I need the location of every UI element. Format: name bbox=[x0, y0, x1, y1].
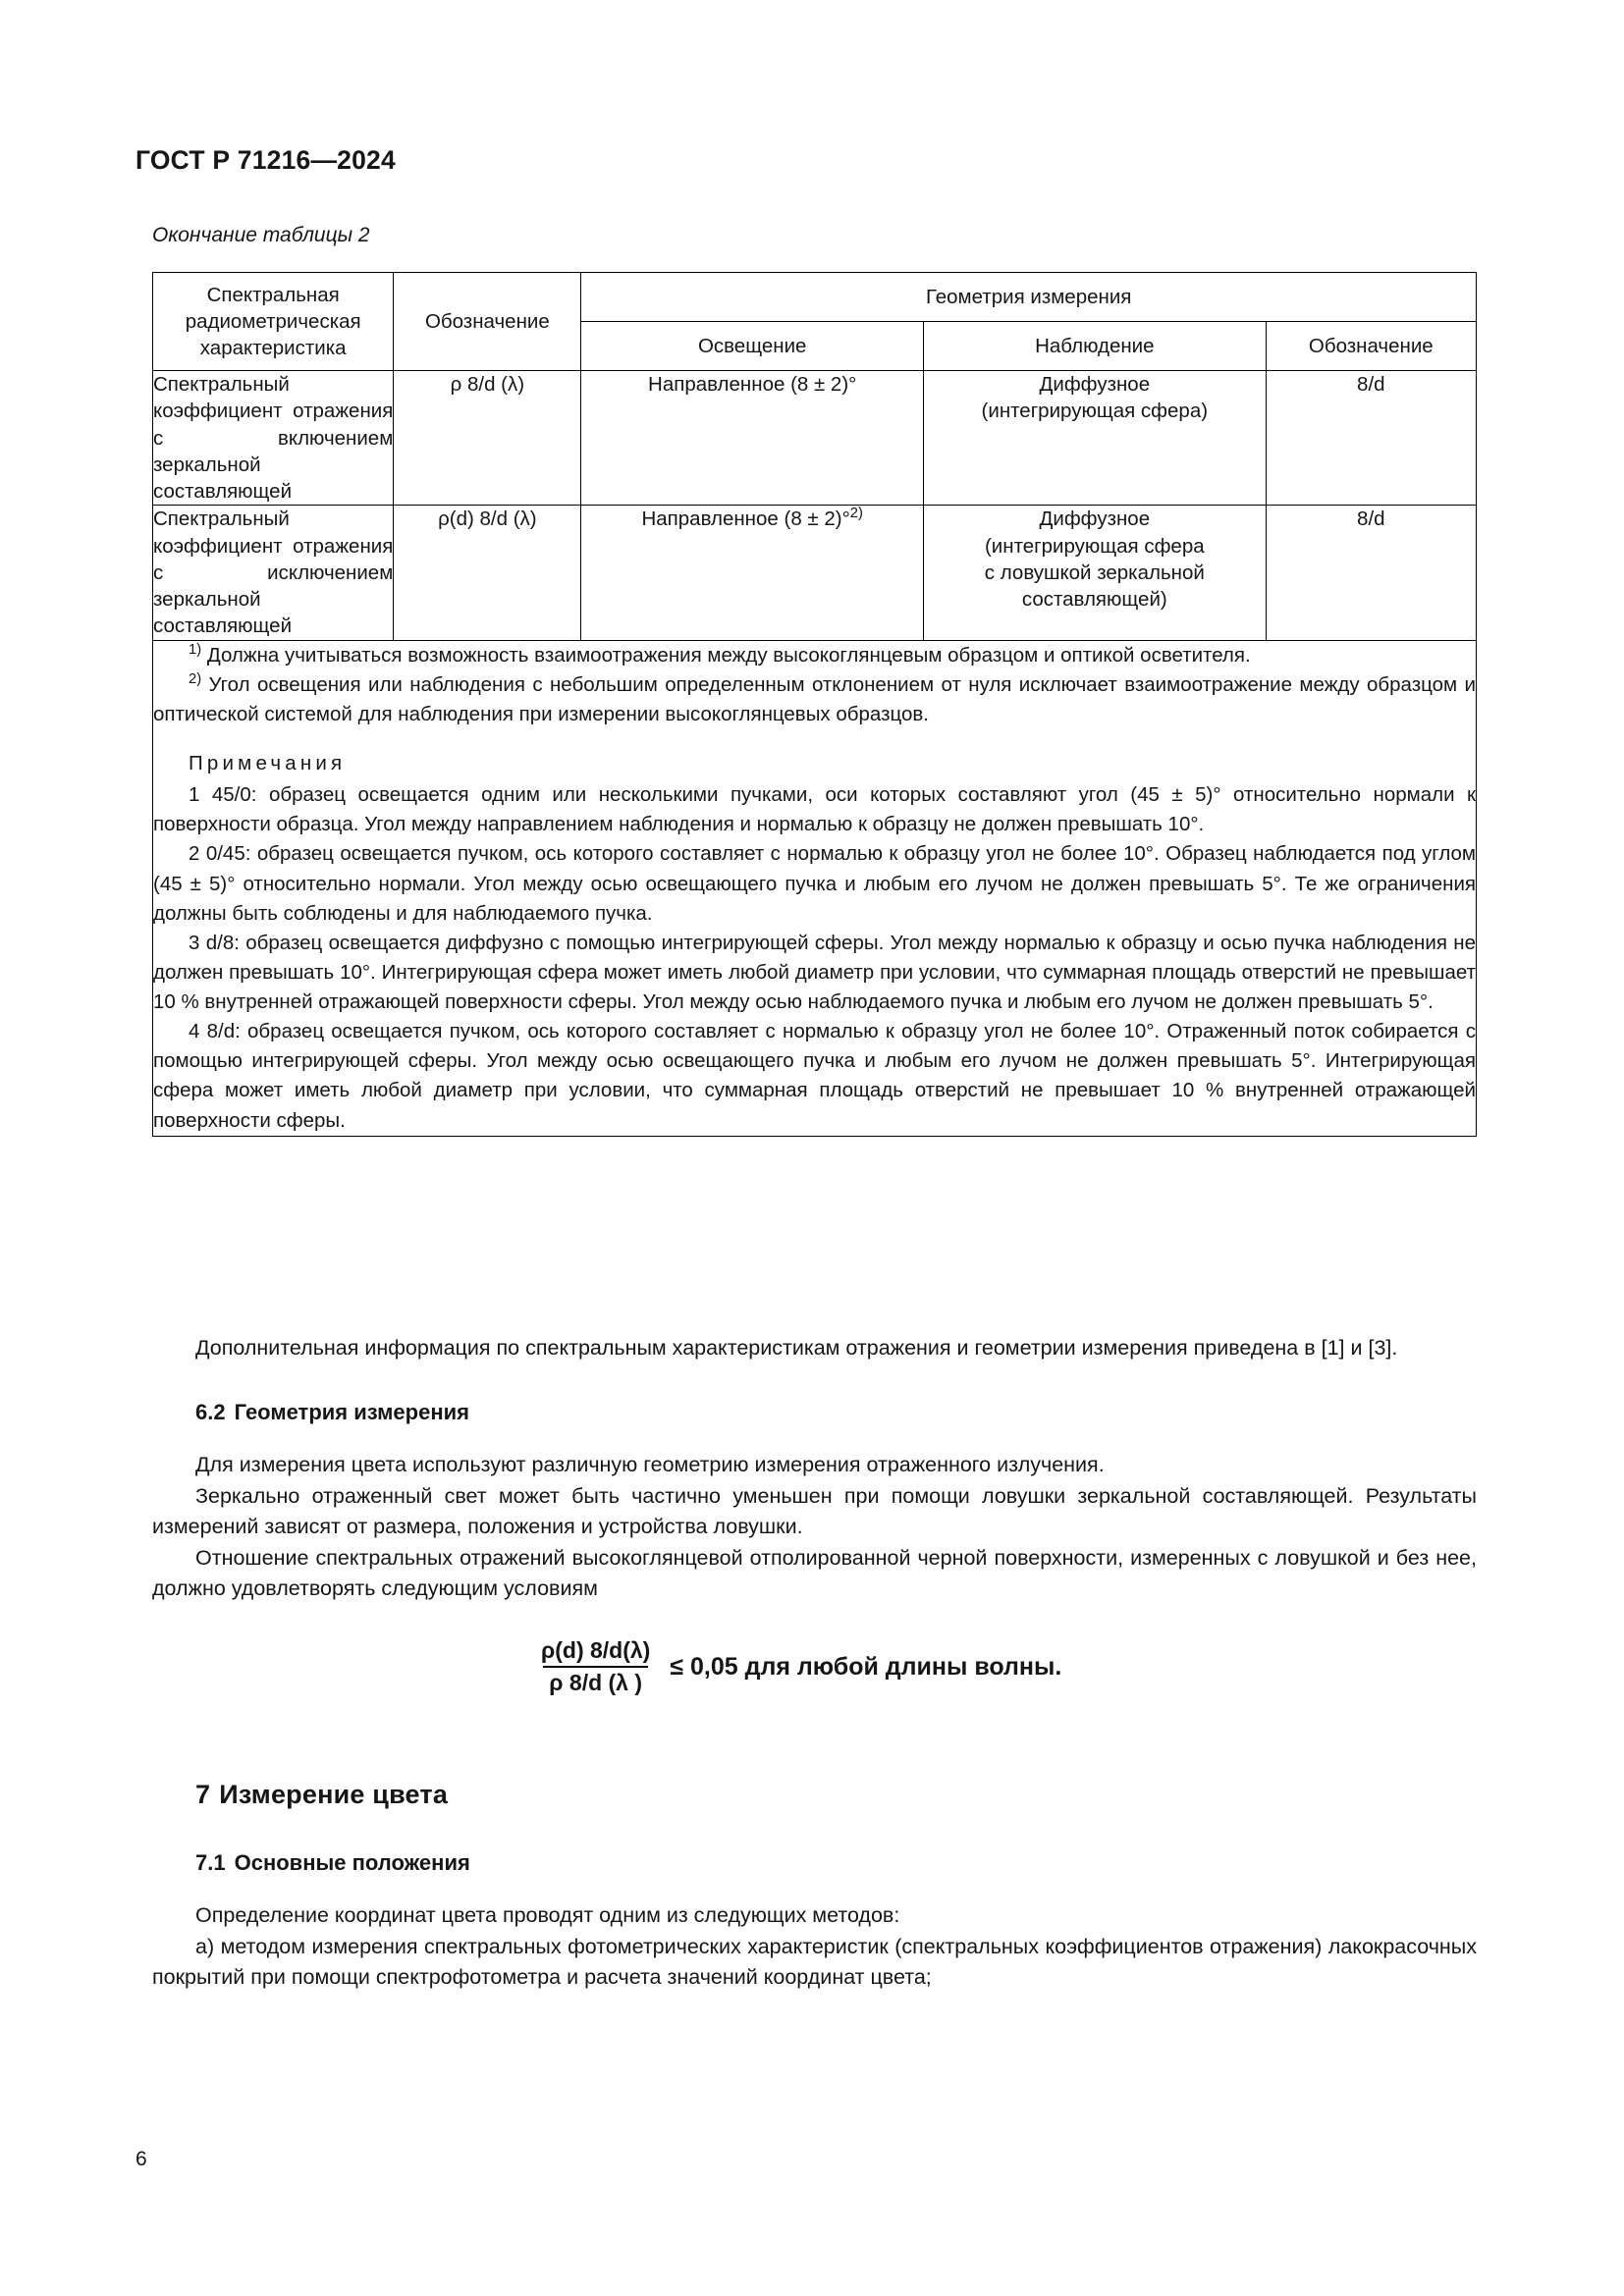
footnote-1-text: Должна учитываться возможность взаимоотражения между высокоглянцевым образцом и оптикой осветителя. bbox=[206, 643, 1251, 667]
document-body bbox=[152, 1333, 1477, 1993]
cell-illumination-text: Направленное (8 ± 2)° bbox=[641, 507, 850, 531]
th-symbol: Обозначение bbox=[394, 273, 581, 371]
footnote-2-text: Угол освещения или наблюдения с небольшим определенным отклонением от нуля исключает взаимоотражение между образцом и оптической системой для наблюдения при измерении высокоглянцевых образцов. bbox=[153, 672, 1476, 725]
formula-right-side: ≤ 0,05 для любой длины волны. bbox=[670, 1653, 1062, 1682]
th-observation: Наблюдение bbox=[924, 322, 1267, 371]
cell-observation bbox=[924, 371, 1267, 506]
spacer bbox=[152, 1879, 1477, 1900]
heading-7-1-number: 7.1 bbox=[195, 1850, 226, 1876]
para-6-2-3: Отношение спектральных отражений высокоглянцевой отполированной черной поверхности, измеренных с ловушкой и без нее, должно удовлетворять следующим условиям bbox=[152, 1545, 1477, 1600]
running-header-standard-id: ГОСТ Р 71216—2024 bbox=[135, 145, 396, 175]
cell-characteristic: Спектральный коэффициент отражения с исключением зеркальной составляющей bbox=[153, 506, 394, 640]
para-6-2-1: Для измерения цвета используют различную геометрию измерения отраженного излучения. bbox=[195, 1453, 1105, 1477]
fraction bbox=[535, 1637, 656, 1696]
spacer bbox=[152, 1697, 1477, 1742]
observation-line-3: с ловушкой зеркальной bbox=[984, 561, 1205, 584]
para-7-1-1: Определение координат цвета проводят одним из следующих методов: bbox=[195, 1903, 900, 1928]
observation-line-2: (интегрирующая сфера bbox=[984, 534, 1205, 558]
heading-7-1 bbox=[152, 1847, 1477, 1879]
notes-title: Примечания bbox=[189, 752, 347, 775]
note-item-4: 4 8/d: образец освещается пучком, ось которого составляет с нормалью к образцу угол не более 10°. Отраженный поток собирается с помощью интегрирующей сферы. Угол между осью освещающего пучка и любым его лучом не должен превышать 5°. Интегрирующая сфера может иметь любой диаметр при условии, что суммарная площадь отверстий не превышает 10 % внутренней отражающей поверхности сферы. bbox=[153, 1020, 1476, 1132]
cell-illumination bbox=[581, 506, 924, 640]
heading-7 bbox=[152, 1776, 1477, 1814]
cell-characteristic: Спектральный коэффициент отражения с включением зеркальной составляющей bbox=[153, 371, 394, 506]
table-row bbox=[153, 371, 1477, 506]
table-header-row-1 bbox=[153, 273, 1477, 322]
th-illumination: Освещение bbox=[581, 322, 924, 371]
note-item-3: 3 d/8: образец освещается диффузно с помощью интегрирующей сферы. Угол между нормалью к образцу и осью пучка наблюдения не должен превышать 10°. Интегрирующая сфера может иметь любой диаметр при условии, что суммарная площадь отверстий не превышает 10 % внутренней отражающей поверхности сферы. Угол между осью наблюдаемого пучка и любым его лучом не должен превышать 5°. bbox=[153, 931, 1476, 1014]
para-additional-info: Дополнительная информация по спектральным характеристикам отражения и геометрии измерения приведена в [1] и [3]. bbox=[195, 1336, 1398, 1360]
cell-designation: 8/d bbox=[1266, 371, 1476, 506]
footnote-marker-1: 1) bbox=[189, 641, 202, 658]
measurement-geometry-table bbox=[152, 272, 1477, 1137]
table-caption: Окончание таблицы 2 bbox=[152, 224, 370, 246]
cell-illumination bbox=[581, 371, 924, 506]
table-2-continuation bbox=[152, 272, 1477, 1137]
fraction-denominator: ρ 8/d (λ ) bbox=[543, 1666, 648, 1696]
footnote-marker-2: 2) bbox=[189, 670, 202, 687]
para-6-2-2: Зеркально отраженный свет может быть частично уменьшен при помощи ловушки зеркальной составляющей. Результаты измерений зависят от размера, положения и устройства ловушки. bbox=[152, 1483, 1477, 1539]
spacer bbox=[152, 1428, 1477, 1450]
spacer bbox=[152, 1814, 1477, 1847]
observation-line-1: Диффузное bbox=[1039, 373, 1151, 397]
footnote-1 bbox=[153, 641, 1476, 670]
formula-reflectance-ratio bbox=[152, 1637, 1477, 1696]
cell-illumination-text: Направленное (8 ± 2)° bbox=[648, 373, 857, 397]
table-notes-cell bbox=[153, 640, 1477, 1136]
cell-symbol: ρ(d) 8/d (λ) bbox=[394, 506, 581, 640]
footnote-2 bbox=[153, 670, 1476, 729]
observation-line-1: Диффузное bbox=[1039, 507, 1151, 531]
table-notes-row bbox=[153, 640, 1477, 1136]
th-designation: Обозначение bbox=[1266, 322, 1476, 371]
heading-7-title: Измерение цвета bbox=[219, 1779, 449, 1809]
page-number: 6 bbox=[135, 2148, 147, 2170]
heading-6-2-title: Геометрия измерения bbox=[234, 1400, 469, 1425]
heading-6-2 bbox=[152, 1397, 1477, 1428]
heading-7-number: 7 bbox=[195, 1779, 211, 1809]
heading-6-2-number: 6.2 bbox=[195, 1400, 226, 1425]
heading-7-1-title: Основные положения bbox=[234, 1850, 470, 1876]
observation-line-2: (интегрирующая сфера) bbox=[981, 400, 1209, 423]
table-row bbox=[153, 506, 1477, 640]
spacer bbox=[152, 1742, 1477, 1776]
note-item-2: 2 0/45: образец освещается пучком, ось которого составляет с нормалью к образцу угол не более 10°. Образец наблюдается под углом (45 ± 5)° относительно нормали. Угол между осью освещающего пучка и любым его лучом не должен превышать 5°. Те же ограничения должны быть соблюдены и для наблюдаемого пучка. bbox=[153, 842, 1476, 925]
th-characteristic: Спектральная радиометрическая характеристика bbox=[153, 273, 394, 371]
cell-observation bbox=[924, 506, 1267, 640]
list-item-a: а) методом измерения спектральных фотометрических характеристик (спектральных коэффициентов отражения) лакокрасочных покрытий при помощи спектрофотометра и расчета значений координат цвета; bbox=[152, 1934, 1477, 1989]
th-geometry-group: Геометрия измерения bbox=[581, 273, 1477, 322]
spacer bbox=[152, 1604, 1477, 1637]
observation-line-4: составляющей) bbox=[1021, 588, 1167, 612]
note-item-1: 1 45/0: образец освещается одним или несколькими пучками, оси которых составляют угол (45 ± 5)° относительно нормали к поверхности образца. Угол между направлением наблюдения и нормалью к образцу не должен превышать 10°. bbox=[153, 783, 1476, 836]
cell-designation: 8/d bbox=[1266, 506, 1476, 640]
cell-symbol: ρ 8/d (λ) bbox=[394, 371, 581, 506]
spacer bbox=[152, 1363, 1477, 1397]
footnote-ref-2: 2) bbox=[849, 506, 863, 522]
fraction-numerator: ρ(d) 8/d(λ) bbox=[541, 1637, 651, 1664]
